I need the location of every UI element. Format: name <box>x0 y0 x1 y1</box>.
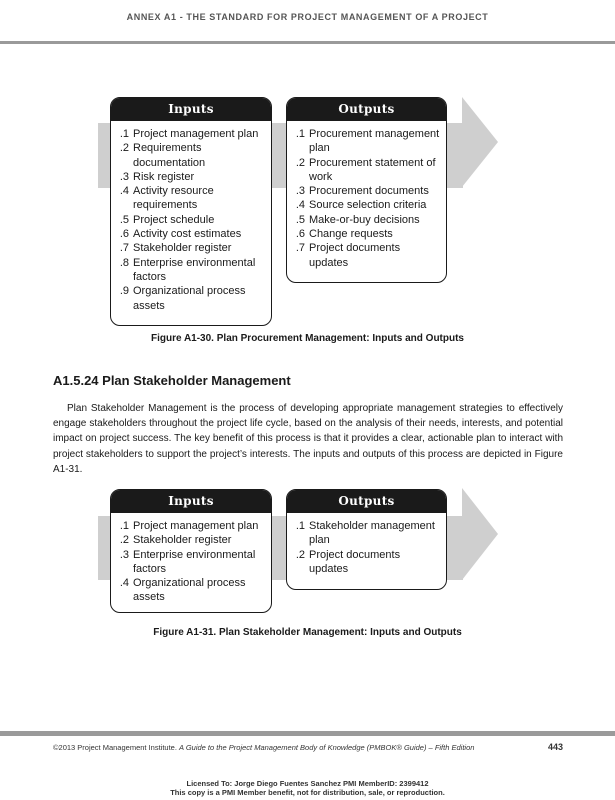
outputs-title: Outputs <box>287 490 446 513</box>
list-item: .6 Activity cost estimates <box>119 228 242 241</box>
inputs-box <box>110 489 272 613</box>
list-item: .3 Risk register <box>119 170 195 183</box>
list-item: .9 Organizational process assets <box>119 285 246 312</box>
running-header: ANNEX A1 - THE STANDARD FOR PROJECT MANAGEMENT OF A PROJECT <box>126 12 489 22</box>
list-item: .3 Procurement documents <box>295 185 429 198</box>
list-item: .4 Organizational process assets <box>119 577 246 604</box>
list-item: .2 Project documents updates <box>295 548 401 575</box>
outputs-list <box>287 513 446 576</box>
body-paragraph: Plan Stakeholder Management is the process of developing appropriate management strategies to effectively engage stakeholders throughout the project life cycle, based on the analysis of their needs, interests, and potential impact on project success. The key benefit of this process is that it provides a clear, actionable plan to interact with project stakeholders to support the project’s interests. The inputs and outputs of this process are depicted in Figure A1-31. <box>53 403 563 475</box>
license-notice: Licensed To: Jorge Diego Fuentes Sanchez PMI MemberID: 2399412 This copy is a PMI Member benefit, not for distribution, sale, or reproduction. <box>170 779 445 797</box>
arrow-head <box>462 488 498 580</box>
list-item: .4 Activity resource requirements <box>119 185 214 212</box>
arrow-head <box>462 97 498 187</box>
book-title: A Guide to the Project Management Body of Knowledge (PMBOK® Guide) – Fifth Edition <box>179 743 475 752</box>
section-heading: A1.5.24 Plan Stakeholder Management <box>53 373 291 388</box>
header-rule <box>0 41 615 44</box>
inputs-list <box>111 121 271 313</box>
list-item: .1 Project management plan <box>119 128 259 140</box>
inputs-title: Inputs <box>111 490 271 513</box>
list-item: .2 Requirements documentation <box>119 142 206 169</box>
list-item: .7 Stakeholder register <box>119 242 232 255</box>
list-item: .5 Make-or-buy decisions <box>295 213 420 226</box>
list-item: .1 Stakeholder management plan <box>295 520 435 547</box>
page-number: 443 <box>547 742 563 752</box>
list-item: .8 Enterprise environmental factors <box>119 256 256 283</box>
figure-caption: Figure A1-31. Plan Stakeholder Management: Inputs and Outputs <box>153 627 462 638</box>
list-item: .2 Procurement statement of work <box>295 156 436 183</box>
list-item: .4 Source selection criteria <box>295 199 427 212</box>
list-item: .2 Stakeholder register <box>119 534 232 547</box>
outputs-box <box>286 97 447 283</box>
outputs-box <box>286 489 447 590</box>
inputs-box <box>110 97 272 326</box>
figure-caption: Figure A1-30. Plan Procurement Management: Inputs and Outputs <box>150 333 464 344</box>
outputs-list <box>287 121 446 270</box>
list-item: .1 Project management plan <box>119 520 259 532</box>
list-item: .6 Change requests <box>295 228 393 241</box>
list-item: .1 Procurement management plan <box>295 128 440 155</box>
list-item: .3 Enterprise environmental factors <box>119 548 256 575</box>
footer-copyright: ©2013 Project Management Institute. A Guide to the Project Management Body of Knowledge (PMBOK® Guide) – Fifth Edition <box>53 743 475 752</box>
footer-rule <box>0 731 615 736</box>
list-item: .5 Project schedule <box>119 213 215 226</box>
outputs-title: Outputs <box>287 98 446 121</box>
inputs-title: Inputs <box>111 98 271 121</box>
inputs-list <box>111 513 271 605</box>
list-item: .7 Project documents updates <box>295 242 401 269</box>
